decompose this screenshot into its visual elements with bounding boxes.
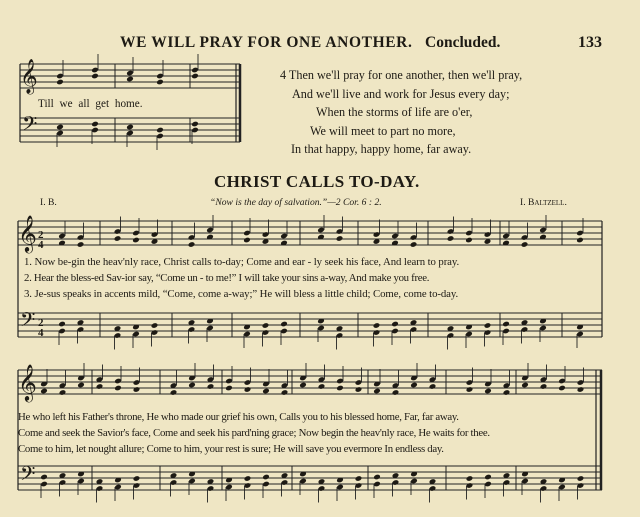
svg-text:𝄞: 𝄞 — [18, 214, 37, 252]
running-title: WE WILL PRAY FOR ONE ANOTHER. — [120, 34, 413, 51]
composer-name: I. Baltzell. — [520, 197, 567, 208]
verse-four — [280, 66, 522, 159]
scripture-reference: “Now is the day of salvation.”—2 Cor. 6 : 2. — [210, 197, 382, 208]
svg-text:𝄢: 𝄢 — [20, 308, 36, 336]
concluded-label: Concluded. — [425, 34, 501, 51]
system1-lyric-1: 1. Now be-gin the heav'nly race, Christ calls to-day; Come and ear - ly seek his face, And learn to pray. — [24, 256, 460, 268]
system1-lyric-3: 3. Je-sus speaks in accents mild, “Come, come a-way;” He will bless a little child; Come, come to-day. — [24, 288, 459, 300]
time-signature-bass: 2 4 — [38, 317, 44, 339]
verse4-line-1: 4 Then we'll pray for one another, then we'll pray, — [280, 68, 523, 82]
svg-text:𝄢: 𝄢 — [22, 112, 38, 140]
author-initials: I. B. — [40, 197, 57, 208]
svg-text:𝄞: 𝄞 — [18, 363, 37, 401]
time-signature-treble: 2 4 — [38, 229, 44, 251]
svg-text:𝄢: 𝄢 — [20, 462, 36, 490]
svg-text:𝄞: 𝄞 — [20, 59, 38, 94]
system1-lyric-2: 2. Hear the bless-ed Sav-ior say, “Come un - to me!” I will take your sins a-way, And make you free. — [24, 272, 430, 284]
verse4-line-4: We will meet to part no more, — [310, 123, 456, 138]
verse4-line-2: And we'll live and work for Jesus every day; — [292, 86, 510, 101]
top-system-lyric: Till we all get home. — [38, 98, 143, 110]
system2-lyric-3: Come to him, let nought allure; Come to him, your rest is sure; He will save you evermore In endless day. — [18, 443, 444, 455]
system2-lyric-1: He who left his Father's throne, He who made our grief his own, Calls you to his blessed home, Far, far away. — [18, 411, 459, 423]
verse4-line-3: When the storms of life are o'er, — [316, 105, 473, 120]
verse4-line-5: In that happy, happy home, far away. — [291, 142, 472, 157]
song-title: CHRIST CALLS TO-DAY. — [214, 172, 420, 191]
system2-lyric-2: Come and seek the Savior's face, Come and seek his pard'ning grace; Now begin the heav'nly race, He waits for thee. — [18, 427, 490, 439]
page-number: 133 — [578, 34, 602, 51]
